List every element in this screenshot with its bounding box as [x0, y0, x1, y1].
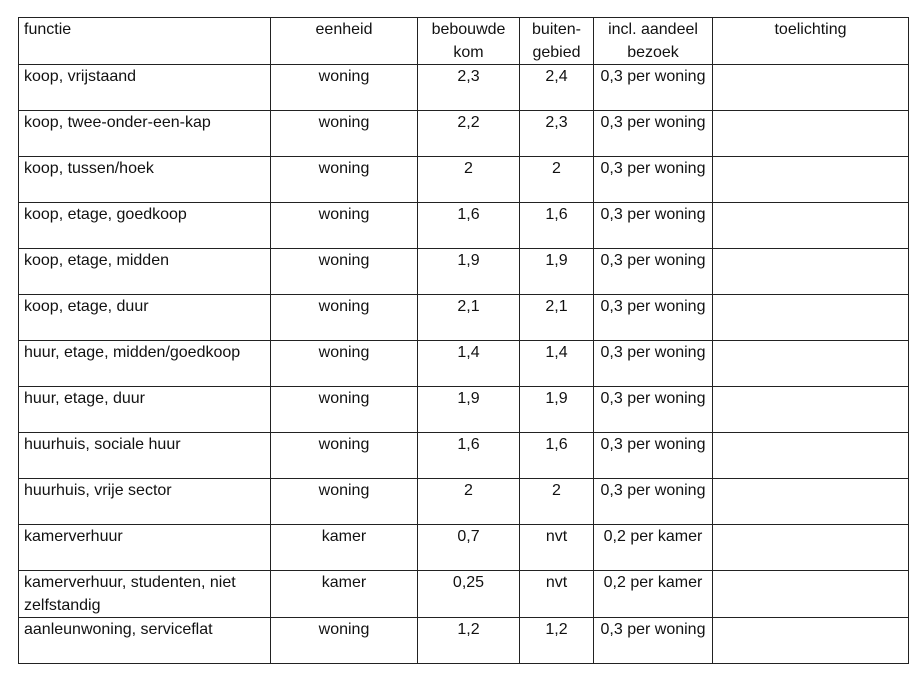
cell-toelichting — [713, 525, 909, 571]
cell-bebouwde-kom: 2,3 — [418, 65, 520, 111]
table-body — [19, 65, 909, 664]
table-row — [19, 571, 909, 618]
cell-toelichting — [713, 249, 909, 295]
cell-bezoek: 0,3 per woning — [594, 618, 713, 664]
table-row — [19, 249, 909, 295]
table-row — [19, 479, 909, 525]
table-row — [19, 203, 909, 249]
cell-buitengebied: 2,3 — [520, 111, 594, 157]
cell-eenheid: woning — [271, 203, 418, 249]
cell-bebouwde-kom: 2 — [418, 479, 520, 525]
cell-bezoek: 0,3 per woning — [594, 65, 713, 111]
cell-buitengebied: 2,1 — [520, 295, 594, 341]
header-eenheid: eenheid — [271, 18, 418, 65]
cell-bezoek: 0,3 per woning — [594, 387, 713, 433]
header-buitengebied: buiten-gebied — [520, 18, 594, 65]
cell-bebouwde-kom: 1,2 — [418, 618, 520, 664]
cell-toelichting — [713, 295, 909, 341]
cell-bebouwde-kom: 2 — [418, 157, 520, 203]
table-row — [19, 341, 909, 387]
cell-functie: koop, vrijstaand — [19, 65, 271, 111]
cell-bezoek: 0,3 per woning — [594, 203, 713, 249]
cell-bezoek: 0,3 per woning — [594, 479, 713, 525]
table-row — [19, 65, 909, 111]
cell-bezoek: 0,3 per woning — [594, 295, 713, 341]
cell-toelichting — [713, 341, 909, 387]
cell-bebouwde-kom: 2,1 — [418, 295, 520, 341]
cell-functie: kamerverhuur, studenten, niet zelfstandig — [19, 571, 271, 618]
cell-buitengebied: 1,6 — [520, 433, 594, 479]
cell-toelichting — [713, 387, 909, 433]
cell-bebouwde-kom: 1,9 — [418, 249, 520, 295]
cell-buitengebied: nvt — [520, 571, 594, 618]
table-row — [19, 618, 909, 664]
cell-functie: koop, twee-onder-een-kap — [19, 111, 271, 157]
cell-functie: aanleunwoning, serviceflat — [19, 618, 271, 664]
cell-eenheid: woning — [271, 249, 418, 295]
table-row — [19, 525, 909, 571]
cell-toelichting — [713, 111, 909, 157]
cell-toelichting — [713, 479, 909, 525]
header-row — [19, 18, 909, 65]
cell-bezoek: 0,2 per kamer — [594, 571, 713, 618]
table-row — [19, 295, 909, 341]
cell-eenheid: woning — [271, 479, 418, 525]
cell-toelichting — [713, 157, 909, 203]
cell-bebouwde-kom: 2,2 — [418, 111, 520, 157]
cell-bezoek: 0,3 per woning — [594, 157, 713, 203]
header-bebouwde-kom: bebouwde kom — [418, 18, 520, 65]
table-row — [19, 111, 909, 157]
cell-eenheid: kamer — [271, 525, 418, 571]
header-bezoek: incl. aandeel bezoek — [594, 18, 713, 65]
cell-bezoek: 0,3 per woning — [594, 249, 713, 295]
cell-toelichting — [713, 618, 909, 664]
cell-functie: koop, etage, midden — [19, 249, 271, 295]
cell-toelichting — [713, 433, 909, 479]
cell-buitengebied: 2,4 — [520, 65, 594, 111]
cell-bebouwde-kom: 1,9 — [418, 387, 520, 433]
header-toelichting: toelichting — [713, 18, 909, 65]
cell-bebouwde-kom: 0,25 — [418, 571, 520, 618]
cell-eenheid: woning — [271, 295, 418, 341]
cell-functie: huurhuis, sociale huur — [19, 433, 271, 479]
table-row — [19, 157, 909, 203]
cell-bebouwde-kom: 1,6 — [418, 433, 520, 479]
cell-buitengebied: nvt — [520, 525, 594, 571]
table-row — [19, 433, 909, 479]
cell-toelichting — [713, 65, 909, 111]
parking-norms-table — [18, 17, 909, 664]
cell-buitengebied: 1,9 — [520, 387, 594, 433]
cell-eenheid: woning — [271, 111, 418, 157]
cell-buitengebied: 1,4 — [520, 341, 594, 387]
cell-eenheid: woning — [271, 65, 418, 111]
cell-eenheid: woning — [271, 157, 418, 203]
cell-functie: huurhuis, vrije sector — [19, 479, 271, 525]
cell-functie: koop, etage, duur — [19, 295, 271, 341]
cell-bebouwde-kom: 1,6 — [418, 203, 520, 249]
cell-bebouwde-kom: 0,7 — [418, 525, 520, 571]
cell-buitengebied: 2 — [520, 479, 594, 525]
cell-bezoek: 0,3 per woning — [594, 341, 713, 387]
cell-bezoek: 0,3 per woning — [594, 111, 713, 157]
cell-buitengebied: 1,6 — [520, 203, 594, 249]
cell-toelichting — [713, 571, 909, 618]
cell-eenheid: woning — [271, 387, 418, 433]
cell-eenheid: woning — [271, 341, 418, 387]
cell-functie: huur, etage, midden/goedkoop — [19, 341, 271, 387]
cell-bezoek: 0,3 per woning — [594, 433, 713, 479]
cell-eenheid: kamer — [271, 571, 418, 618]
cell-eenheid: woning — [271, 618, 418, 664]
cell-buitengebied: 2 — [520, 157, 594, 203]
cell-functie: koop, tussen/hoek — [19, 157, 271, 203]
cell-buitengebied: 1,2 — [520, 618, 594, 664]
cell-functie: kamerverhuur — [19, 525, 271, 571]
cell-buitengebied: 1,9 — [520, 249, 594, 295]
cell-functie: koop, etage, goedkoop — [19, 203, 271, 249]
document-page — [18, 17, 908, 664]
table-header — [19, 18, 909, 65]
table-row — [19, 387, 909, 433]
cell-bezoek: 0,2 per kamer — [594, 525, 713, 571]
cell-functie: huur, etage, duur — [19, 387, 271, 433]
header-functie: functie — [19, 18, 271, 65]
cell-toelichting — [713, 203, 909, 249]
cell-bebouwde-kom: 1,4 — [418, 341, 520, 387]
cell-eenheid: woning — [271, 433, 418, 479]
